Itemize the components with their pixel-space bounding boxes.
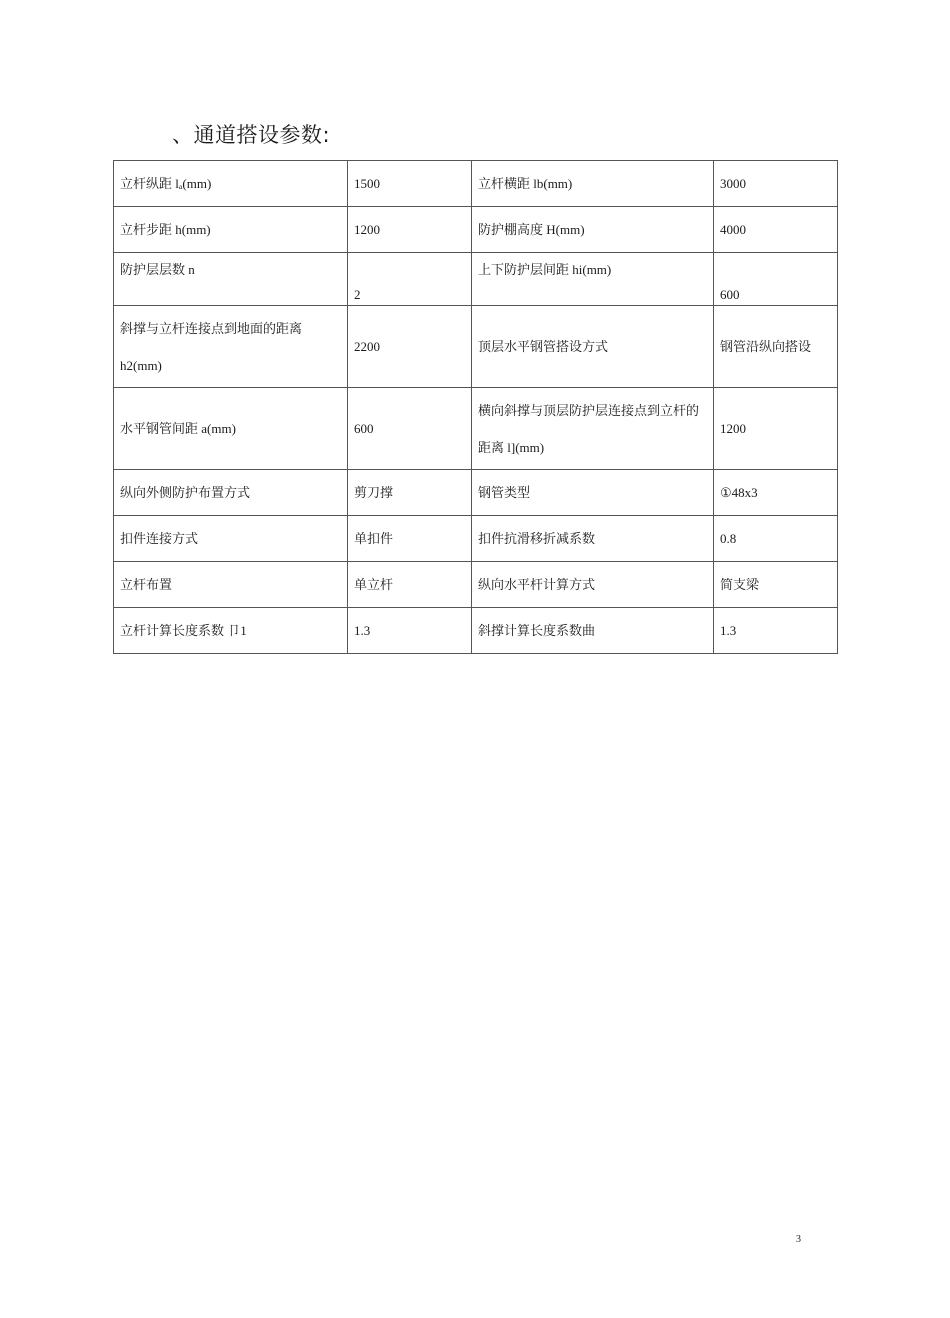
param-value: 2 xyxy=(348,253,472,306)
parameters-table xyxy=(113,160,838,654)
table-row xyxy=(114,388,838,470)
param-label: 纵向外侧防护布置方式 xyxy=(114,470,348,516)
table-row xyxy=(114,306,838,388)
section-heading: 、通道搭设参数: xyxy=(172,123,331,147)
table-row xyxy=(114,608,838,654)
param-label: 防护层层数 n xyxy=(114,253,348,306)
param-label: 防护棚高度 H(mm) xyxy=(472,207,714,253)
page-number: 3 xyxy=(796,1234,801,1245)
table-row xyxy=(114,470,838,516)
param-label: 上下防护层间距 hi(mm) xyxy=(472,253,714,306)
table-row xyxy=(114,253,838,306)
param-label: 斜撑计算长度系数曲 xyxy=(472,608,714,654)
param-value: 1500 xyxy=(348,161,472,207)
param-value: 1.3 xyxy=(348,608,472,654)
param-label: 顶层水平钢管搭设方式 xyxy=(472,306,714,388)
table-row xyxy=(114,562,838,608)
param-value: 剪刀撑 xyxy=(348,470,472,516)
table-row xyxy=(114,207,838,253)
param-label: 斜撑与立杆连接点到地面的距离h2(mm) xyxy=(114,306,348,388)
param-label: 水平钢管间距 a(mm) xyxy=(114,388,348,470)
param-label: 立杆计算长度系数 卩1 xyxy=(114,608,348,654)
param-label: 立杆纵距 lₐ(mm) xyxy=(114,161,348,207)
param-label: 钢管类型 xyxy=(472,470,714,516)
param-value: 单扣件 xyxy=(348,516,472,562)
param-value: 单立杆 xyxy=(348,562,472,608)
param-value: 3000 xyxy=(714,161,838,207)
param-label: 横向斜撑与顶层防护层连接点到立杆的距离 l](mm) xyxy=(472,388,714,470)
param-value: 600 xyxy=(348,388,472,470)
param-value: 1200 xyxy=(348,207,472,253)
table-row xyxy=(114,161,838,207)
param-value: 600 xyxy=(714,253,838,306)
param-value: 2200 xyxy=(348,306,472,388)
param-value: 1200 xyxy=(714,388,838,470)
param-value: 钢管沿纵向搭设 xyxy=(714,306,838,388)
table-row xyxy=(114,516,838,562)
param-label: 扣件抗滑移折减系数 xyxy=(472,516,714,562)
param-label: 纵向水平杆计算方式 xyxy=(472,562,714,608)
param-label: 立杆布置 xyxy=(114,562,348,608)
param-label: 立杆步距 h(mm) xyxy=(114,207,348,253)
param-value: 0.8 xyxy=(714,516,838,562)
param-value: 简支梁 xyxy=(714,562,838,608)
param-label: 扣件连接方式 xyxy=(114,516,348,562)
param-label: 立杆横距 lb(mm) xyxy=(472,161,714,207)
param-value: 4000 xyxy=(714,207,838,253)
param-value: ①48x3 xyxy=(714,470,838,516)
param-value: 1.3 xyxy=(714,608,838,654)
